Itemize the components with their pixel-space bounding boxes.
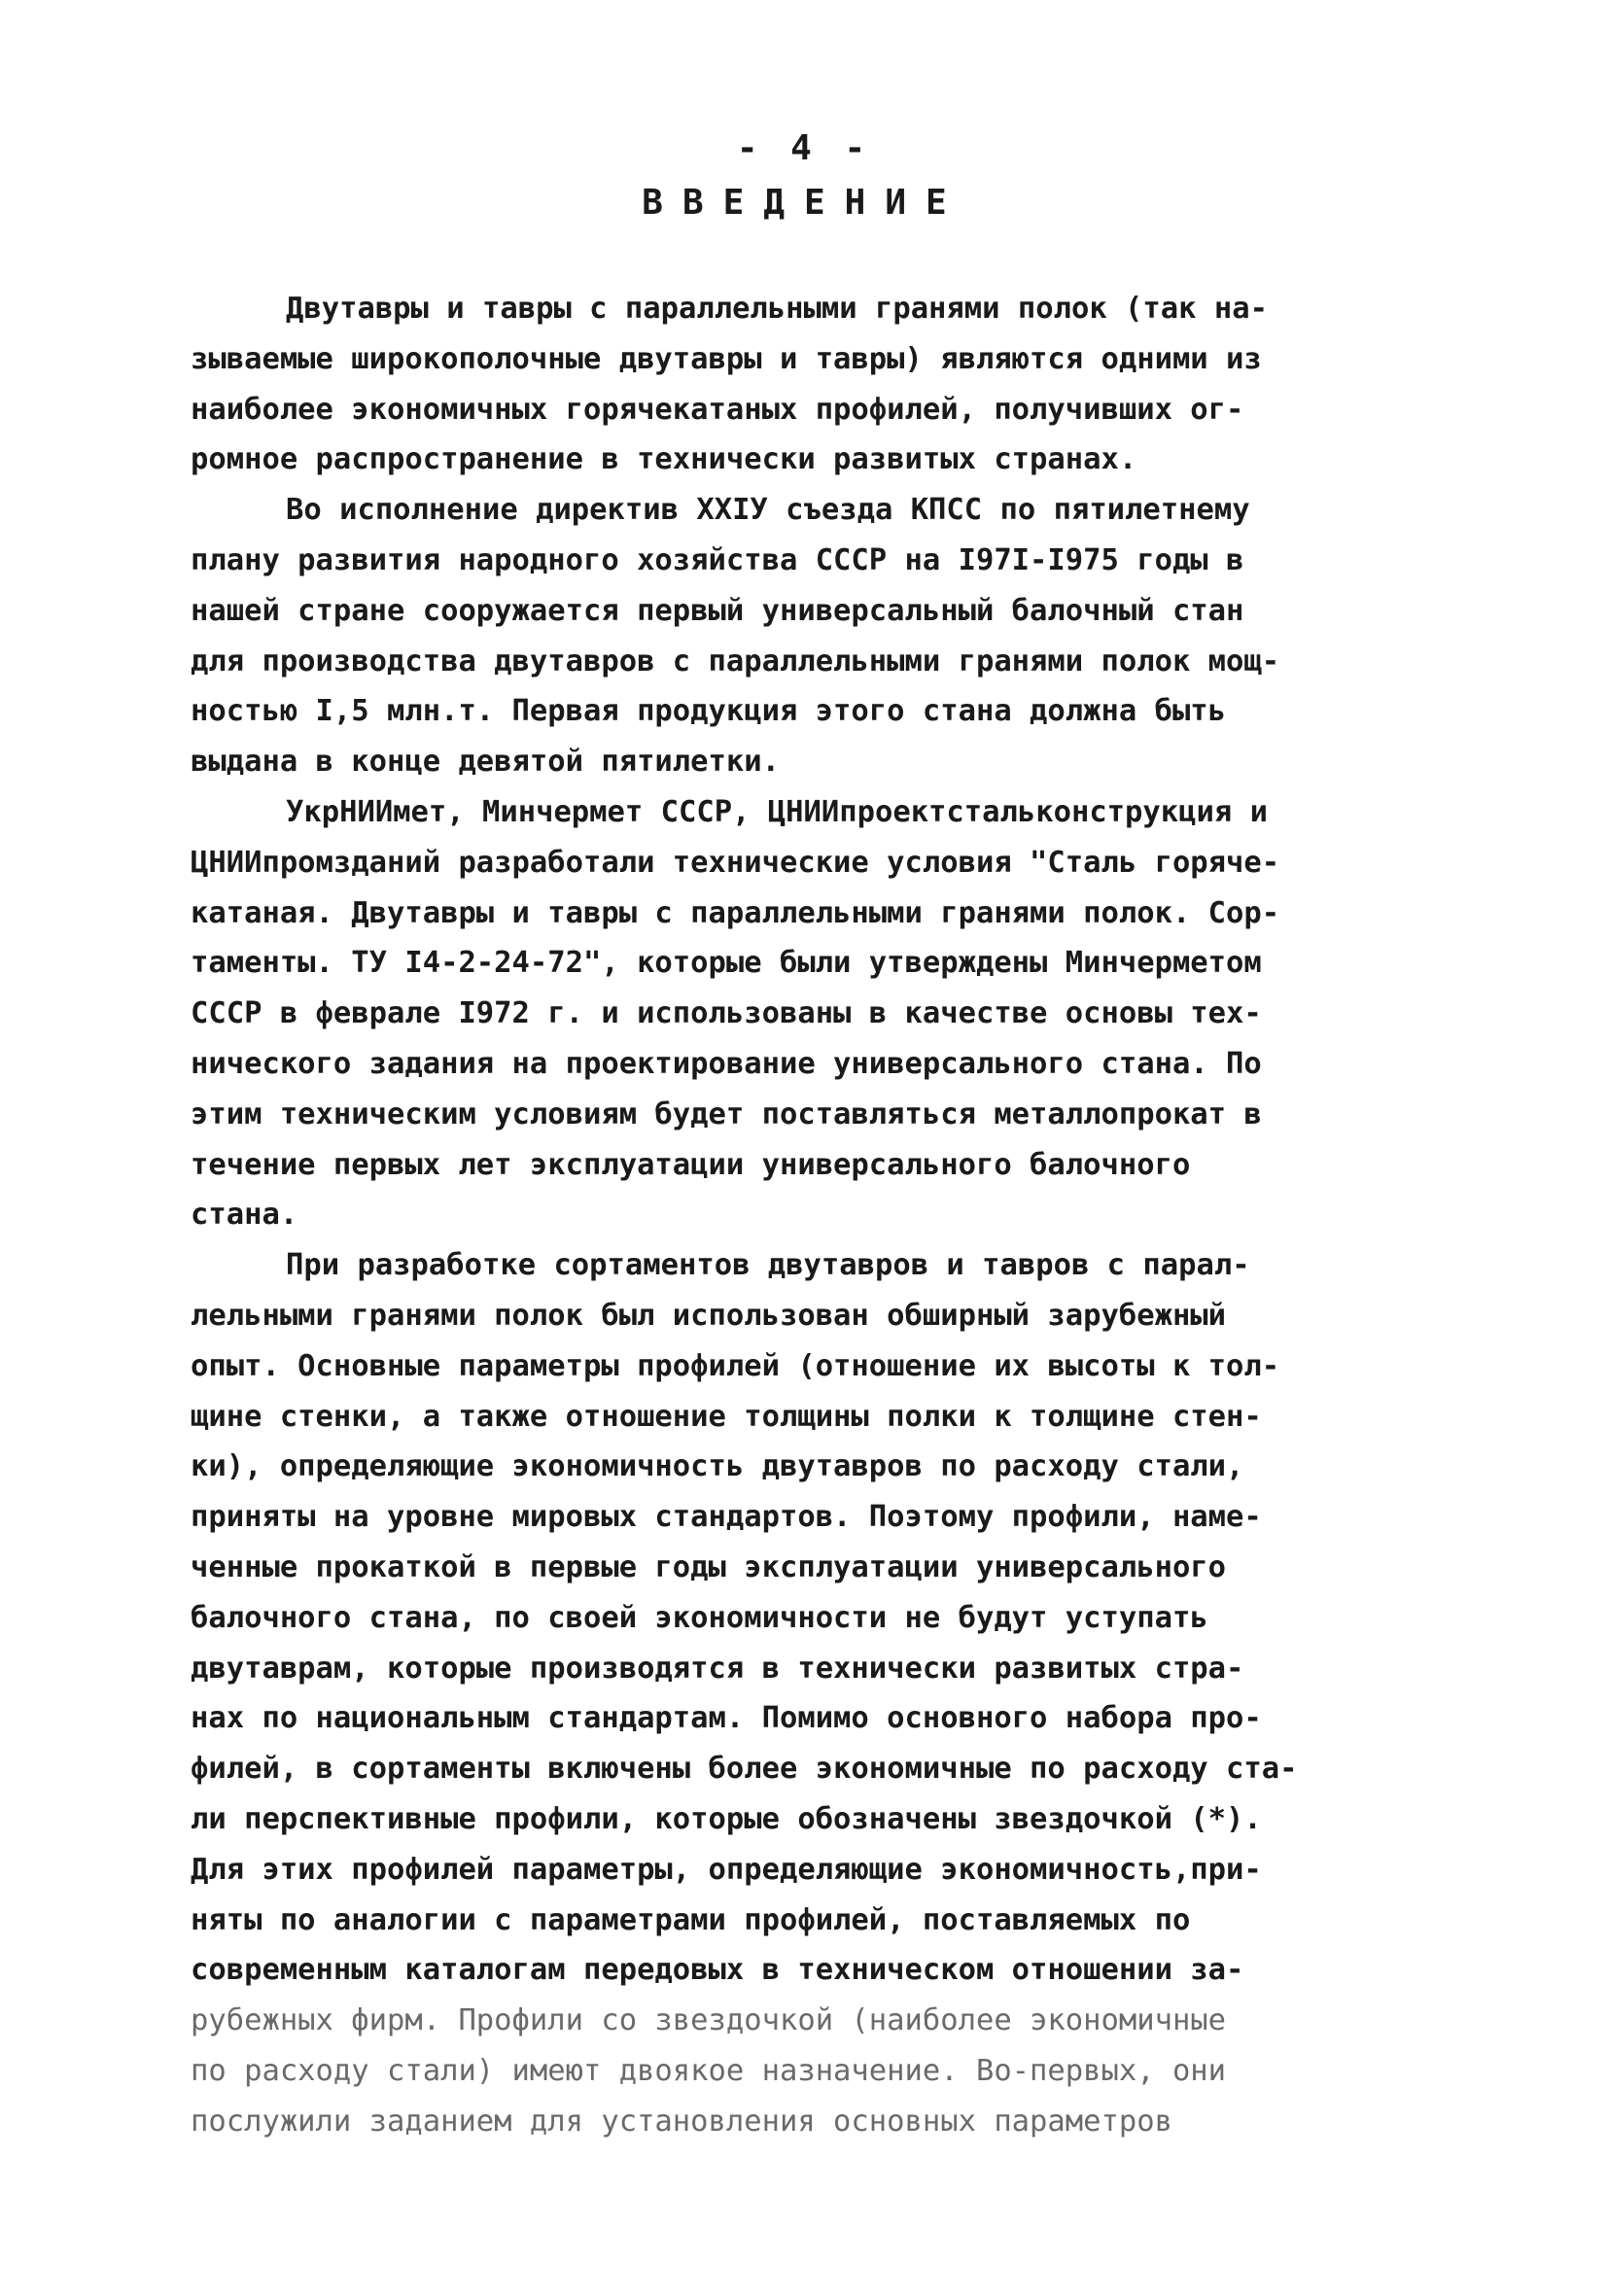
text-line: Во исполнение директив XXIУ съезда КПСС по пятилетнему bbox=[286, 493, 1250, 528]
text-line: стана. bbox=[191, 1198, 298, 1233]
page-number: - 4 - bbox=[736, 128, 872, 168]
text-line: этим техническим условиям будет поставляться металлопрокат в bbox=[191, 1096, 1262, 1131]
text-line: щине стенки, а также отношение толщины полки к толщине стен- bbox=[191, 1399, 1262, 1434]
body-text bbox=[191, 284, 1454, 2146]
text-line: Для этих профилей параметры, определяющие экономичность,при- bbox=[191, 1852, 1262, 1887]
text-line: ЦНИИпромзданий разработали технические условия "Сталь горяче- bbox=[191, 845, 1280, 880]
text-line: по расходу стали) имеют двоякое назначение. Во-первых, они bbox=[191, 2053, 1227, 2088]
text-line: Двутавры и тавры с параллельными гранями полок (так на- bbox=[286, 292, 1268, 326]
text-line: лельными гранями полок был использован обширный зарубежный bbox=[191, 1298, 1227, 1333]
text-line: наиболее экономичных горячекатаных профилей, получивших ог- bbox=[191, 392, 1244, 427]
text-line: нах по национальным стандартам. Помимо основного набора про- bbox=[191, 1701, 1262, 1736]
text-line: нического задания на проектирование универсального стана. По bbox=[191, 1046, 1262, 1081]
text-line: УкрНИИмет, Минчермет СССР, ЦНИИпроектстальконструкция и bbox=[286, 794, 1268, 829]
text-line: выдана в конце девятой пятилетки. bbox=[191, 745, 780, 780]
text-line: ромное распространение в технически развитых странах. bbox=[191, 442, 1137, 477]
text-line: послужили заданием для установления основных параметров bbox=[191, 2104, 1172, 2139]
text-line: нашей стране сооружается первый универсальный балочный стан bbox=[191, 593, 1244, 628]
text-line: При разработке сортаментов двутавров и тавров с парал- bbox=[286, 1248, 1250, 1283]
text-line: балочного стана, по своей экономичности не будут уступать bbox=[191, 1600, 1208, 1635]
text-line: ки), определяющие экономичность двутавров по расходу стали, bbox=[191, 1449, 1244, 1484]
text-line: катаная. Двутавры и тавры с параллельными гранями полок. Сор- bbox=[191, 895, 1280, 930]
text-line: зываемые широкополочные двутавры и тавры) являются одними из bbox=[191, 341, 1262, 376]
text-line: ченные прокаткой в первые годы эксплуатации универсального bbox=[191, 1549, 1227, 1584]
text-line: течение первых лет эксплуатации универсального балочного bbox=[191, 1147, 1191, 1182]
text-line: рубежных фирм. Профили со звездочкой (наиболее экономичные bbox=[191, 2003, 1227, 2038]
text-line: няты по аналогии с параметрами профилей, поставляемых по bbox=[191, 1902, 1191, 1937]
text-line: таменты. ТУ I4-2-24-72", которые были утверждены Минчерметом bbox=[191, 946, 1262, 981]
text-line: для производства двутавров с параллельными гранями полок мощ- bbox=[191, 644, 1280, 678]
section-title: ВВЕДЕНИЕ bbox=[642, 183, 966, 223]
text-line: филей, в сортаменты включены более экономичные по расходу ста- bbox=[191, 1752, 1298, 1787]
text-line: плану развития народного хозяйства СССР на I97I-I975 годы в bbox=[191, 542, 1244, 577]
text-line: СССР в феврале I972 г. и использованы в качестве основы тех- bbox=[191, 996, 1262, 1031]
text-line: современным каталогам передовых в техническом отношении за- bbox=[191, 1953, 1244, 1988]
text-line: опыт. Основные параметры профилей (отношение их высоты к тол- bbox=[191, 1348, 1280, 1383]
text-line: приняты на уровне мировых стандартов. Поэтому профили, наме- bbox=[191, 1500, 1262, 1535]
text-line: ли перспективные профили, которые обозначены звездочкой (*). bbox=[191, 1801, 1262, 1836]
text-line: двутаврам, которые производятся в технически развитых стра- bbox=[191, 1651, 1244, 1686]
text-line: ностью I,5 млн.т. Первая продукция этого стана должна быть bbox=[191, 694, 1227, 729]
